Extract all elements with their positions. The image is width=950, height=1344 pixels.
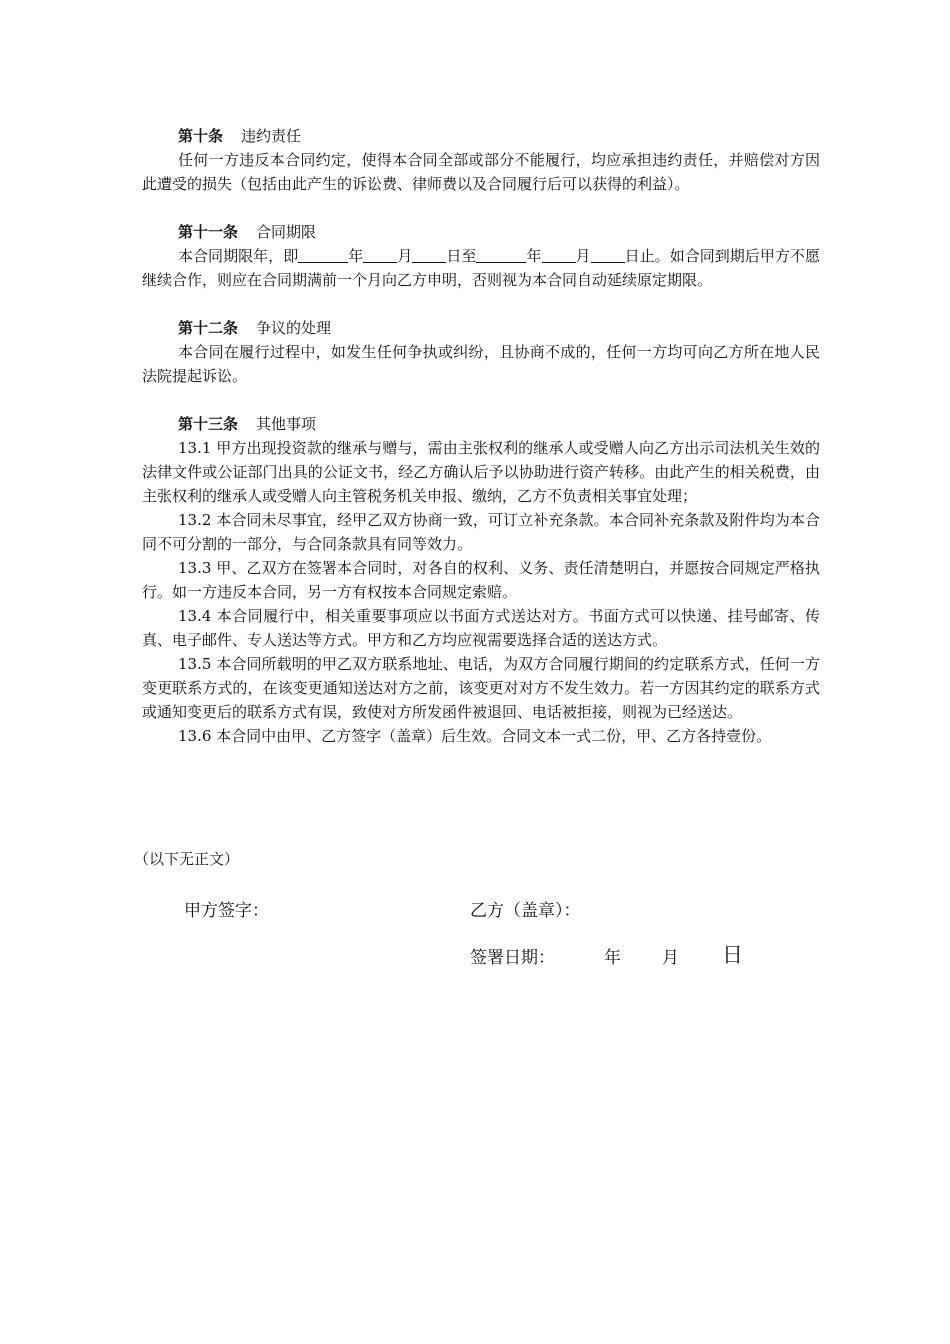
- term-text: 本合同期限年，即: [178, 247, 299, 265]
- section-title: 其他事项: [256, 415, 317, 433]
- signing-date-label: 签署日期：: [470, 948, 555, 968]
- date-day-label: 日: [722, 943, 743, 967]
- contract-body: [142, 124, 820, 772]
- section-number: 第十三条: [178, 415, 239, 433]
- term-text: 年: [348, 247, 364, 265]
- date-year-label: 年: [604, 948, 621, 968]
- clause-13-1: 13.1 甲方出现投资款的继承与赠与，需由主张权利的继承人或受赠人向乙方出示司法机关生效的法律文件或公证部门出具的公证文书，经乙方确认后予以协助进行资产转移。由此产生的相关税费，由主张权利的继承人或受赠人向主管税务机关申报、缴纳，乙方不负责相关事宜处理；: [142, 439, 820, 505]
- blank-year: [476, 246, 526, 263]
- section-heading: [142, 220, 820, 244]
- section-number: 第十二条: [178, 319, 239, 337]
- blank-month: [363, 246, 397, 263]
- section-13: [142, 412, 820, 748]
- term-text: 月: [575, 247, 591, 265]
- term-text: 日至: [446, 247, 477, 265]
- clause-13-5: 13.5 本合同所载明的甲乙双方联系地址、电话，为双方合同履行期间的约定联系方式，任何一方变更联系方式的，在该变更通知送达对方之前，该变更对对方不发生效力。若一方因其约定的联系方式或通知变更后的联系方式有误，致使对方所发函件被退回、电话被拒接，则视为已经送达。: [142, 655, 820, 721]
- section-heading: [142, 124, 820, 148]
- clause-13-6: 13.6 本合同中由甲、乙方签字（盖章）后生效。合同文本一式二份，甲、乙方各持壹份。: [178, 727, 772, 745]
- clause-13-4: 13.4 本合同履行中，相关重要事项应以书面方式送达对方。书面方式可以快递、挂号邮寄、传真、电子邮件、专人送达等方式。甲方和乙方均应视需要选择合适的送达方式。: [142, 607, 820, 649]
- section-paragraph: 本合同在履行过程中，如发生任何争执或纠纷，且协商不成的，任何一方均可向乙方所在地人民法院提起诉讼。: [142, 343, 820, 385]
- party-a-signature-label: 甲方签字：: [184, 901, 269, 921]
- blank-day: [591, 246, 625, 263]
- section-number: 第十条: [178, 127, 224, 145]
- section-heading: [142, 316, 820, 340]
- section-paragraph: 任何一方违反本合同约定，使得本合同全部或部分不能履行，均应承担违约责任，并赔偿对方因此遭受的损失（包括由此产生的诉讼费、律师费以及合同履行后可以获得的利益）。: [142, 151, 820, 193]
- term-text: 月: [397, 247, 413, 265]
- term-text: 年: [526, 247, 542, 265]
- section-heading: [142, 412, 820, 436]
- section-title: 违约责任: [241, 127, 302, 145]
- term-text: 日止。如合同到期后甲方不愿继续合作，则应在合同期满前一个月向乙方申明，否则视为本合同自动延续原定期限。: [142, 247, 820, 289]
- section-title: 合同期限: [256, 223, 317, 241]
- section-11: [142, 220, 820, 292]
- section-number: 第十一条: [178, 223, 239, 241]
- party-b-seal-label: 乙方（盖章）：: [470, 901, 581, 921]
- blank-month: [542, 246, 576, 263]
- clause-13-2: 13.2 本合同未尽事宜，经甲乙双方协商一致，可订立补充条款。本合同补充条款及附件均为本合同不可分割的一部分，与合同条款具有同等效力。: [142, 511, 820, 553]
- date-month-label: 月: [662, 948, 679, 968]
- section-10: [142, 124, 820, 196]
- blank-day: [412, 246, 446, 263]
- blank-year: [298, 246, 348, 263]
- clause-13-3: 13.3 甲、乙双方在签署本合同时，对各自的权利、义务、责任清楚明白，并愿按合同规定严格执行。如一方违反本合同，另一方有权按本合同规定索赔。: [142, 559, 820, 601]
- section-title: 争议的处理: [256, 319, 332, 337]
- term-paragraph: [142, 244, 820, 292]
- section-12: [142, 316, 820, 388]
- end-note: （以下无正文）: [134, 850, 240, 868]
